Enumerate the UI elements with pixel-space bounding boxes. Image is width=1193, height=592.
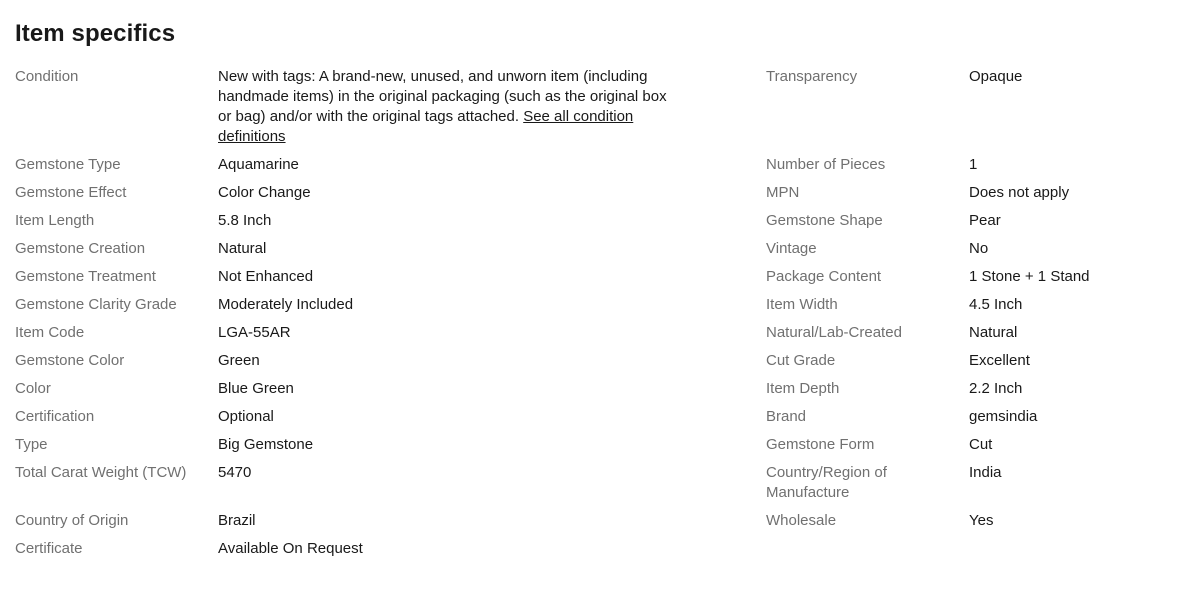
spec-row xyxy=(766,379,1186,407)
spec-value: Opaque xyxy=(969,68,1023,85)
spec-value: Color Change xyxy=(218,184,311,201)
spec-row xyxy=(15,323,705,351)
spec-row xyxy=(15,463,705,511)
spec-row xyxy=(766,295,1186,323)
spec-value: 2.2 Inch xyxy=(969,380,1023,397)
spec-label: Item Depth xyxy=(766,380,840,397)
spec-label: Number of Pieces xyxy=(766,156,886,173)
spec-value: gemsindia xyxy=(969,408,1038,425)
spec-row xyxy=(15,539,705,567)
spec-row xyxy=(15,183,705,211)
spec-value: 1 xyxy=(969,156,978,173)
spec-label: Country/Region of Manufacture xyxy=(766,464,887,501)
condition-description: New with tags: A brand-new, unused, and unworn item (including handmade items) in the original packaging (such as the original box or bag) and/or with the original tags attached. xyxy=(218,68,667,125)
spec-row xyxy=(766,351,1186,379)
spec-label: Gemstone Form xyxy=(766,436,875,453)
spec-value: 5.8 Inch xyxy=(218,212,272,229)
spec-label: Natural/Lab-Created xyxy=(766,324,902,341)
spec-value: Excellent xyxy=(969,352,1030,369)
spec-label: Brand xyxy=(766,408,807,425)
spec-label: Certificate xyxy=(15,540,83,557)
spec-label: Gemstone Creation xyxy=(15,240,146,257)
spec-label: Gemstone Effect xyxy=(15,184,127,201)
spec-value: Big Gemstone xyxy=(218,436,314,453)
spec-label: Item Code xyxy=(15,324,85,341)
spec-label: Package Content xyxy=(766,268,882,285)
spec-label: Gemstone Clarity Grade xyxy=(15,296,177,313)
spec-value: Brazil xyxy=(218,512,256,529)
spec-row xyxy=(766,267,1186,295)
spec-value: 1 Stone + 1 Stand xyxy=(969,268,1090,285)
spec-label: Gemstone Type xyxy=(15,156,121,173)
spec-label: Wholesale xyxy=(766,512,837,529)
spec-label: MPN xyxy=(766,184,800,201)
spec-row xyxy=(766,407,1186,435)
spec-row xyxy=(766,67,1186,155)
spec-label: Cut Grade xyxy=(766,352,836,369)
spec-label: Color xyxy=(15,380,51,397)
spec-value: No xyxy=(969,240,989,257)
spec-row xyxy=(15,407,705,435)
spec-row xyxy=(15,351,705,379)
spec-label: Certification xyxy=(15,408,95,425)
spec-label: Type xyxy=(15,436,48,453)
spec-value: Does not apply xyxy=(969,184,1070,201)
spec-row xyxy=(766,323,1186,351)
spec-value: Natural xyxy=(218,240,267,257)
see-all-condition-definitions-link[interactable]: See all condition definitions xyxy=(218,108,634,145)
spec-value: 5470 xyxy=(218,464,252,481)
spec-label: Condition xyxy=(15,68,79,85)
spec-label: Item Width xyxy=(766,296,838,313)
spec-value: Green xyxy=(218,352,260,369)
spec-value: Yes xyxy=(969,512,994,529)
spec-value: LGA-55AR xyxy=(218,324,291,341)
spec-value: Pear xyxy=(969,212,1001,229)
spec-label: Gemstone Shape xyxy=(766,212,883,229)
spec-value: Not Enhanced xyxy=(218,268,314,285)
spec-value: Optional xyxy=(218,408,274,425)
section-title: Item specifics xyxy=(15,20,176,47)
spec-row xyxy=(766,511,1186,539)
spec-value: India xyxy=(969,464,1002,481)
spec-row xyxy=(766,155,1186,183)
spec-row xyxy=(766,435,1186,463)
spec-value: Blue Green xyxy=(218,380,294,397)
spec-value: Natural xyxy=(969,324,1018,341)
spec-label: Gemstone Color xyxy=(15,352,125,369)
spec-row xyxy=(15,239,705,267)
spec-label: Vintage xyxy=(766,240,817,257)
spec-row xyxy=(15,267,705,295)
spec-label: Transparency xyxy=(766,68,858,85)
spec-row xyxy=(15,379,705,407)
spec-row xyxy=(766,183,1186,211)
specifics-right-column xyxy=(766,67,1186,539)
spec-value: Aquamarine xyxy=(218,156,299,173)
spec-value: Moderately Included xyxy=(218,296,354,313)
specifics-left-column xyxy=(15,67,705,567)
spec-label: Country of Origin xyxy=(15,512,129,529)
spec-label: Gemstone Treatment xyxy=(15,268,156,285)
spec-row-condition xyxy=(15,67,705,155)
spec-row xyxy=(766,463,1186,511)
spec-row xyxy=(15,155,705,183)
spec-row xyxy=(766,239,1186,267)
spec-label: Item Length xyxy=(15,212,95,229)
spec-row xyxy=(766,211,1186,239)
spec-label: Total Carat Weight (TCW) xyxy=(15,464,187,481)
spec-row xyxy=(15,435,705,463)
spec-value: Available On Request xyxy=(218,540,363,557)
spec-value: 4.5 Inch xyxy=(969,296,1023,313)
spec-value xyxy=(218,67,683,147)
spec-row xyxy=(15,511,705,539)
spec-row xyxy=(15,211,705,239)
spec-row xyxy=(15,295,705,323)
spec-value: Cut xyxy=(969,436,993,453)
